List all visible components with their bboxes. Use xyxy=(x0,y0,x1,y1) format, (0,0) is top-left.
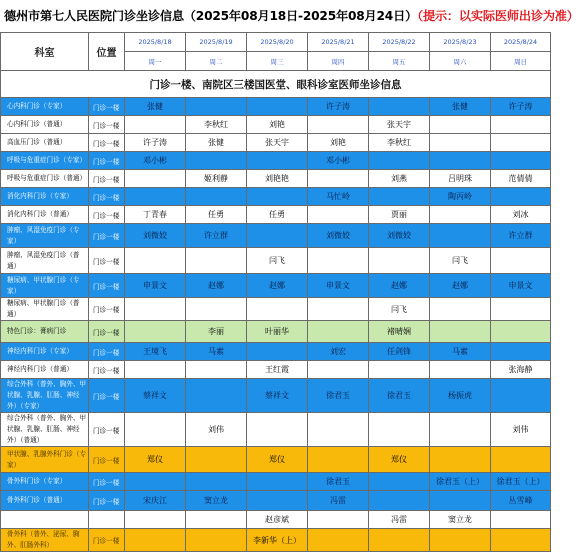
doctor-cell xyxy=(369,529,430,552)
location-cell: 门诊一楼 xyxy=(89,206,125,224)
doctor-cell xyxy=(491,248,551,274)
table-row xyxy=(1,361,551,379)
doctor-cell xyxy=(369,98,430,116)
doctor-cell: 申景文 xyxy=(491,274,551,298)
doctor-cell xyxy=(308,511,369,529)
doctor-cell: 刘燕 xyxy=(369,170,430,188)
doctor-cell: 马素 xyxy=(186,343,247,361)
header-date: 2025/8/24 xyxy=(491,33,551,52)
header-weekday: 周二 xyxy=(186,52,247,71)
doctor-cell: 赵娜 xyxy=(247,274,308,298)
doctor-cell xyxy=(308,206,369,224)
doctor-cell: 徐君玉 xyxy=(369,379,430,413)
doctor-cell xyxy=(430,321,491,343)
doctor-cell: 窦立龙 xyxy=(430,511,491,529)
doctor-cell: 刘微姣 xyxy=(125,224,186,248)
doctor-cell: 刘宏 xyxy=(308,343,369,361)
doctor-cell: 蔡祥文 xyxy=(125,379,186,413)
header-weekday: 周五 xyxy=(369,52,430,71)
doctor-cell xyxy=(430,116,491,134)
location-cell: 门诊一楼 xyxy=(89,248,125,274)
doctor-cell xyxy=(186,298,247,321)
header-weekday: 周四 xyxy=(308,52,369,71)
doctor-cell: 许子涛 xyxy=(491,98,551,116)
location-cell: 门诊一楼 xyxy=(89,274,125,298)
doctor-cell: 申景文 xyxy=(308,274,369,298)
table-row xyxy=(1,447,551,473)
table-row xyxy=(1,511,551,529)
table-row xyxy=(1,298,551,321)
location-cell: 门诊一楼 xyxy=(89,447,125,473)
location-cell: 门诊一楼 xyxy=(89,98,125,116)
doctor-cell xyxy=(430,224,491,248)
doctor-cell: 杨振虎 xyxy=(430,379,491,413)
doctor-cell xyxy=(491,447,551,473)
doctor-cell: 刘微姣 xyxy=(308,224,369,248)
title-main: 德州市第七人民医院门诊坐诊信息（2025年08月18日-2025年08月24日） xyxy=(4,9,418,23)
doctor-cell xyxy=(491,379,551,413)
doctor-cell xyxy=(430,361,491,379)
doctor-cell xyxy=(125,511,186,529)
doctor-cell: 张健 xyxy=(430,98,491,116)
doctor-cell: 刘艳艳 xyxy=(247,170,308,188)
doctor-cell xyxy=(125,473,186,491)
doctor-cell: 冯雷 xyxy=(369,511,430,529)
doctor-cell: 闫飞 xyxy=(247,248,308,274)
doctor-cell: 闫飞 xyxy=(369,298,430,321)
dept-cell: 神经内科门诊（普通） xyxy=(1,361,89,379)
doctor-cell xyxy=(125,529,186,552)
table-row xyxy=(1,116,551,134)
doctor-cell xyxy=(125,321,186,343)
doctor-cell: 李秋红 xyxy=(186,116,247,134)
doctor-cell xyxy=(247,98,308,116)
doctor-cell: 褚晴娴 xyxy=(369,321,430,343)
doctor-cell: 张海静 xyxy=(491,361,551,379)
header-date: 2025/8/21 xyxy=(308,33,369,52)
page-title xyxy=(0,0,579,32)
header-weekday: 周六 xyxy=(430,52,491,71)
header-location: 位置 xyxy=(89,33,125,71)
doctor-cell: 邓小彬 xyxy=(125,152,186,170)
table-row xyxy=(1,206,551,224)
doctor-cell: 宋庆江 xyxy=(125,491,186,511)
doctor-cell: 刘伟 xyxy=(491,413,551,447)
doctor-cell xyxy=(308,248,369,274)
doctor-cell: 徐君玉 xyxy=(308,379,369,413)
doctor-cell xyxy=(308,116,369,134)
table-row xyxy=(1,491,551,511)
doctor-cell: 闫飞 xyxy=(430,248,491,274)
dept-cell: 高血压门诊（普通） xyxy=(1,134,89,152)
doctor-cell xyxy=(308,298,369,321)
doctor-cell: 任剑锋 xyxy=(369,343,430,361)
doctor-cell: 吕明珠 xyxy=(430,170,491,188)
doctor-cell: 范倩倩 xyxy=(491,170,551,188)
doctor-cell xyxy=(247,298,308,321)
table-row xyxy=(1,274,551,298)
table-row xyxy=(1,152,551,170)
doctor-cell: 蔡祥文 xyxy=(247,379,308,413)
header-weekday: 周三 xyxy=(247,52,308,71)
doctor-cell xyxy=(186,98,247,116)
table-row xyxy=(1,188,551,206)
header-date: 2025/8/22 xyxy=(369,33,430,52)
table-row xyxy=(1,170,551,188)
doctor-cell xyxy=(186,529,247,552)
doctor-cell: 王红霞 xyxy=(247,361,308,379)
doctor-cell: 马忙岭 xyxy=(308,188,369,206)
doctor-cell xyxy=(247,224,308,248)
doctor-cell xyxy=(247,188,308,206)
doctor-cell: 郑仪 xyxy=(125,447,186,473)
dept-cell: 消化内科门诊（普通） xyxy=(1,206,89,224)
location-cell: 门诊一楼 xyxy=(89,152,125,170)
dept-cell: 综合外科（普外、胸外、甲状腺、乳腺、肛肠、神经外）（专家） xyxy=(1,379,89,413)
doctor-cell: 张天宇 xyxy=(247,134,308,152)
dept-cell: 消化内科门诊（专家） xyxy=(1,188,89,206)
table-row xyxy=(1,343,551,361)
doctor-cell xyxy=(430,298,491,321)
header-date: 2025/8/23 xyxy=(430,33,491,52)
doctor-cell: 李秋红 xyxy=(369,134,430,152)
doctor-cell xyxy=(125,298,186,321)
dept-cell: 骨外科门诊（普通） xyxy=(1,491,89,511)
doctor-cell: 徐君玉 xyxy=(308,473,369,491)
doctor-cell xyxy=(430,447,491,473)
doctor-cell xyxy=(125,413,186,447)
dept-cell: 糖尿病、甲状腺门诊（普通） xyxy=(1,298,89,321)
doctor-cell xyxy=(125,170,186,188)
doctor-cell: 郑仪 xyxy=(369,447,430,473)
doctor-cell xyxy=(430,152,491,170)
doctor-cell xyxy=(369,152,430,170)
doctor-cell: 贾丽 xyxy=(369,206,430,224)
dept-cell: 呼吸与危重症门诊（专家） xyxy=(1,152,89,170)
doctor-cell: 张健 xyxy=(125,98,186,116)
doctor-cell: 赵娜 xyxy=(430,274,491,298)
dept-cell: 糖尿病、甲状腺门诊（专家） xyxy=(1,274,89,298)
location-cell: 门诊一楼 xyxy=(89,473,125,491)
doctor-cell xyxy=(430,206,491,224)
header-dept: 科室 xyxy=(1,33,89,71)
header-weekday: 周日 xyxy=(491,52,551,71)
doctor-cell: 陶丙岭 xyxy=(430,188,491,206)
section-banner: 门诊一楼、南院区三楼国医堂、眼科诊室医师坐诊信息 xyxy=(1,71,551,98)
doctor-cell xyxy=(430,413,491,447)
doctor-cell xyxy=(308,529,369,552)
doctor-cell: 张天宇 xyxy=(369,116,430,134)
doctor-cell xyxy=(186,152,247,170)
doctor-cell xyxy=(186,248,247,274)
doctor-cell: 丁青春 xyxy=(125,206,186,224)
doctor-cell: 刘微姣 xyxy=(369,224,430,248)
doctor-cell: 李丽 xyxy=(186,321,247,343)
doctor-cell xyxy=(430,529,491,552)
doctor-cell: 刘艳 xyxy=(247,116,308,134)
location-cell: 门诊一楼 xyxy=(89,529,125,552)
dept-cell: 特色门诊：膏病门诊 xyxy=(1,321,89,343)
doctor-cell xyxy=(308,413,369,447)
doctor-cell xyxy=(491,116,551,134)
table-row xyxy=(1,321,551,343)
header-date: 2025/8/19 xyxy=(186,33,247,52)
dept-cell: 肿瘤、风湿免疫门诊（普通） xyxy=(1,248,89,274)
doctor-cell xyxy=(491,134,551,152)
doctor-cell: 马素 xyxy=(430,343,491,361)
doctor-cell: 申景文 xyxy=(125,274,186,298)
doctor-cell xyxy=(491,152,551,170)
doctor-cell xyxy=(369,473,430,491)
doctor-cell xyxy=(186,511,247,529)
dept-cell: 心内科门诊（专家） xyxy=(1,98,89,116)
doctor-cell: 刘冰 xyxy=(491,206,551,224)
location-cell: 门诊一楼 xyxy=(89,379,125,413)
doctor-cell xyxy=(369,248,430,274)
doctor-cell xyxy=(430,491,491,511)
doctor-cell xyxy=(247,413,308,447)
doctor-cell xyxy=(308,361,369,379)
dept-cell: 综合外科（普外、胸外、甲状腺、乳腺、肛肠、神经外）（普通） xyxy=(1,413,89,447)
location-cell: 门诊一楼 xyxy=(89,491,125,511)
dept-cell: 呼吸与危重症门诊（普通） xyxy=(1,170,89,188)
doctor-cell xyxy=(247,473,308,491)
doctor-cell: 任勇 xyxy=(247,206,308,224)
doctor-cell: 刘艳 xyxy=(308,134,369,152)
doctor-cell xyxy=(186,447,247,473)
table-row xyxy=(1,379,551,413)
doctor-cell: 许子涛 xyxy=(125,134,186,152)
doctor-cell: 赵彦斌 xyxy=(247,511,308,529)
header-date: 2025/8/18 xyxy=(125,33,186,52)
location-cell: 门诊一楼 xyxy=(89,413,125,447)
doctor-cell xyxy=(308,321,369,343)
location-cell: 门诊一楼 xyxy=(89,224,125,248)
doctor-cell xyxy=(186,361,247,379)
doctor-cell xyxy=(186,379,247,413)
doctor-cell xyxy=(369,413,430,447)
doctor-cell xyxy=(247,343,308,361)
doctor-cell: 徐君玉（上） xyxy=(491,473,551,491)
doctor-cell xyxy=(430,134,491,152)
doctor-cell: 赵娜 xyxy=(369,274,430,298)
doctor-cell xyxy=(369,188,430,206)
doctor-cell xyxy=(308,447,369,473)
dept-cell: 骨外科门诊（专家） xyxy=(1,473,89,491)
dept-cell: 甲状腺、乳腺外科门诊（专家） xyxy=(1,447,89,473)
doctor-cell: 任勇 xyxy=(186,206,247,224)
doctor-cell xyxy=(186,188,247,206)
table-row xyxy=(1,529,551,552)
header-weekday: 周一 xyxy=(125,52,186,71)
location-cell: 门诊一楼 xyxy=(89,321,125,343)
doctor-cell xyxy=(247,152,308,170)
doctor-cell xyxy=(186,473,247,491)
schedule-table xyxy=(0,32,551,552)
doctor-cell: 冯雷 xyxy=(308,491,369,511)
doctor-cell xyxy=(491,343,551,361)
doctor-cell: 丛雪峰 xyxy=(491,491,551,511)
doctor-cell: 许子涛 xyxy=(308,98,369,116)
location-cell: 门诊一楼 xyxy=(89,188,125,206)
location-cell: 门诊一楼 xyxy=(89,134,125,152)
dept-cell: 骨外科（普外、泌尿、胸外、肛肠外科） xyxy=(1,529,89,552)
table-row xyxy=(1,224,551,248)
header-date: 2025/8/20 xyxy=(247,33,308,52)
doctor-cell: 邓小彬 xyxy=(308,152,369,170)
doctor-cell: 徐君玉（上） xyxy=(430,473,491,491)
title-note: （提示：以实际医师出诊为准） xyxy=(417,9,579,23)
table-row xyxy=(1,248,551,274)
dept-cell: 神经内科门诊（专家） xyxy=(1,343,89,361)
location-cell: 门诊一楼 xyxy=(89,361,125,379)
doctor-cell: 姬利静 xyxy=(186,170,247,188)
location-cell xyxy=(89,511,125,529)
doctor-cell xyxy=(125,248,186,274)
dept-cell: 肿瘤、风湿免疫门诊（专家） xyxy=(1,224,89,248)
doctor-cell: 王境飞 xyxy=(125,343,186,361)
location-cell: 门诊一楼 xyxy=(89,298,125,321)
doctor-cell xyxy=(491,298,551,321)
table-row xyxy=(1,413,551,447)
location-cell: 门诊一楼 xyxy=(89,343,125,361)
doctor-cell xyxy=(125,116,186,134)
doctor-cell xyxy=(491,529,551,552)
doctor-cell xyxy=(247,491,308,511)
doctor-cell xyxy=(369,491,430,511)
doctor-cell xyxy=(369,361,430,379)
table-row xyxy=(1,134,551,152)
doctor-cell: 叶丽华 xyxy=(247,321,308,343)
doctor-cell xyxy=(491,511,551,529)
doctor-cell xyxy=(308,170,369,188)
doctor-cell: 赵娜 xyxy=(186,274,247,298)
location-cell: 门诊一楼 xyxy=(89,170,125,188)
doctor-cell: 许立群 xyxy=(491,224,551,248)
doctor-cell: 刘伟 xyxy=(186,413,247,447)
dept-cell xyxy=(1,511,89,529)
table-row xyxy=(1,98,551,116)
doctor-cell xyxy=(125,361,186,379)
doctor-cell: 张健 xyxy=(186,134,247,152)
doctor-cell: 许立群 xyxy=(186,224,247,248)
table-row xyxy=(1,473,551,491)
doctor-cell: 郑仪 xyxy=(247,447,308,473)
doctor-cell xyxy=(491,321,551,343)
doctor-cell xyxy=(491,188,551,206)
doctor-cell: 李新华（上） xyxy=(247,529,308,552)
doctor-cell: 窦立龙 xyxy=(186,491,247,511)
location-cell: 门诊一楼 xyxy=(89,116,125,134)
dept-cell: 心内科门诊（普通） xyxy=(1,116,89,134)
doctor-cell xyxy=(125,188,186,206)
